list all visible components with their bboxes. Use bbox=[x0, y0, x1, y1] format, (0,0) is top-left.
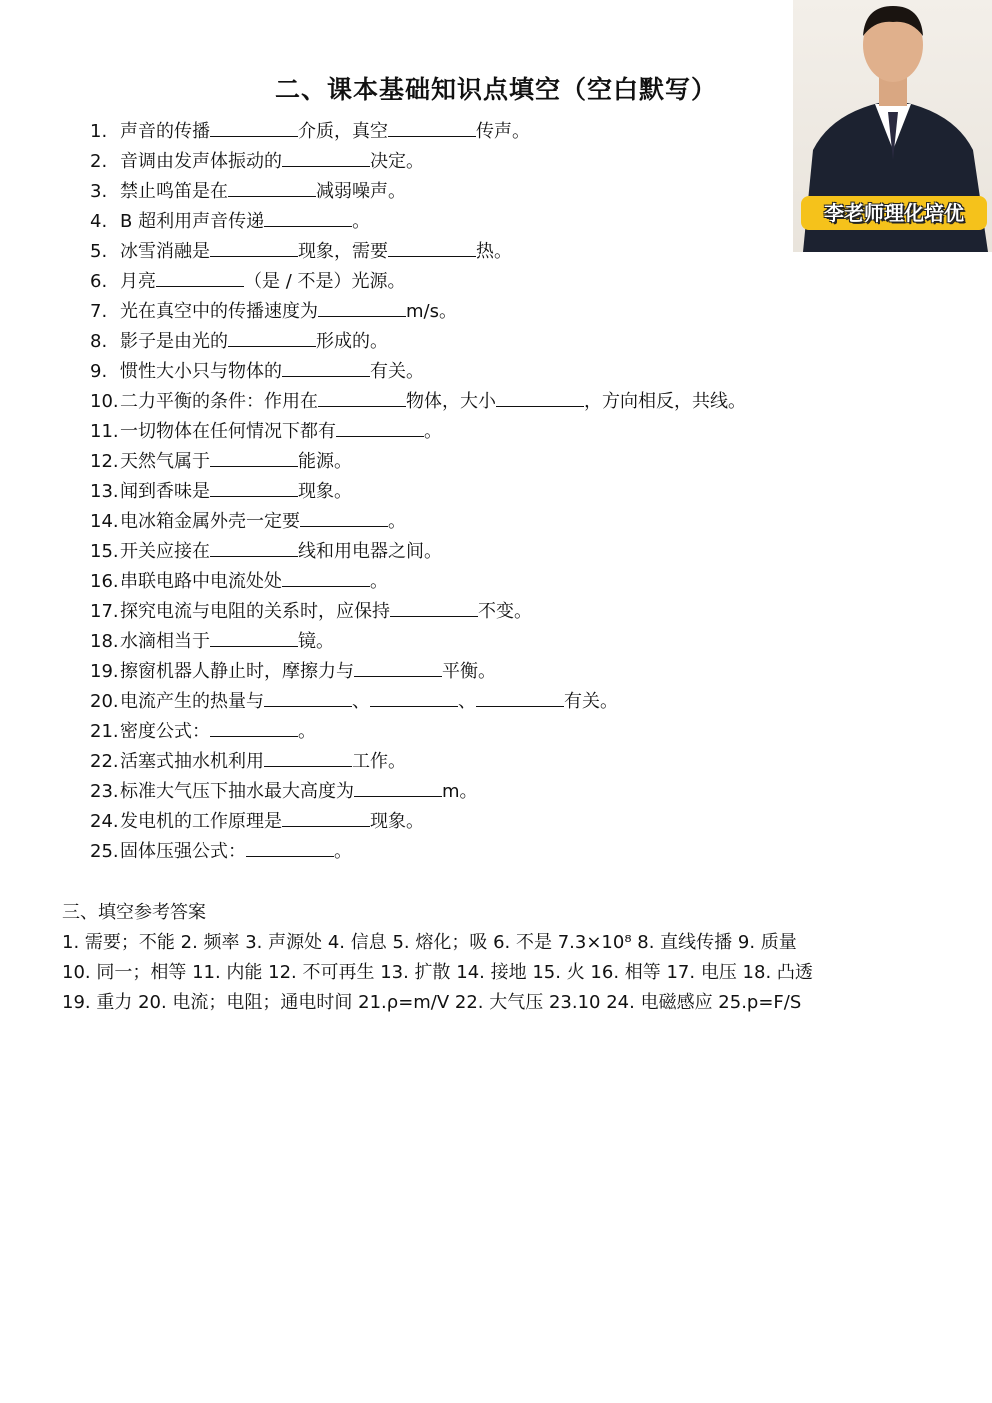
question-item bbox=[90, 268, 406, 294]
fill-blank bbox=[210, 478, 298, 497]
fill-blank bbox=[228, 328, 316, 347]
brand-badge: 李老师理化培优 bbox=[801, 196, 987, 230]
question-text: 音调由发声体振动的 bbox=[120, 151, 282, 172]
question-number: 11. bbox=[90, 421, 119, 442]
fill-blank bbox=[264, 208, 352, 227]
question-number: 12. bbox=[90, 451, 119, 472]
question-text: 电冰箱金属外壳一定要 bbox=[120, 511, 300, 532]
question-text: 。 bbox=[298, 721, 316, 742]
question-text: 现象，需要 bbox=[298, 241, 388, 262]
question-item bbox=[90, 688, 618, 714]
question-text: 串联电路中电流处处 bbox=[120, 571, 282, 592]
question-item bbox=[90, 658, 496, 684]
question-item bbox=[90, 328, 388, 354]
question-number: 10. bbox=[90, 391, 119, 412]
question-number: 23. bbox=[90, 781, 119, 802]
fill-blank bbox=[210, 448, 298, 467]
question-item bbox=[90, 568, 388, 594]
question-number: 5. bbox=[90, 241, 108, 262]
question-text: 现象。 bbox=[298, 481, 352, 502]
question-item bbox=[90, 238, 512, 264]
fill-blank bbox=[282, 358, 370, 377]
question-text: 冰雪消融是 bbox=[120, 241, 210, 262]
question-text: 减弱噪声。 bbox=[316, 181, 406, 202]
question-text: 声音的传播 bbox=[120, 121, 210, 142]
question-item bbox=[90, 418, 442, 444]
answer-line: 10. 同一；相等 11. 内能 12. 不可再生 13. 扩散 14. 接地 15. 火 16. 相等 17. 电压 18. 凸透 bbox=[62, 962, 813, 983]
fill-blank bbox=[388, 238, 476, 257]
answer-line: 19. 重力 20. 电流；电阻；通电时间 21.ρ=m/V 22. 大气压 23.10 24. 电磁感应 25.p=F/S bbox=[62, 992, 802, 1013]
question-text: 水滴相当于 bbox=[120, 631, 210, 652]
question-text: 。 bbox=[388, 511, 406, 532]
question-item bbox=[90, 478, 352, 504]
fill-blank bbox=[354, 658, 442, 677]
question-item bbox=[90, 448, 352, 474]
question-item bbox=[90, 598, 532, 624]
question-text: 活塞式抽水机利用 bbox=[120, 751, 264, 772]
question-text: 月亮 bbox=[120, 271, 156, 292]
fill-blank bbox=[336, 418, 424, 437]
page-title: 二、课本基础知识点填空（空白默写） bbox=[274, 75, 717, 104]
question-text: 光在真空中的传播速度为 bbox=[120, 301, 318, 322]
question-text: 有关。 bbox=[370, 361, 424, 382]
question-number: 24. bbox=[90, 811, 119, 832]
question-text: 天然气属于 bbox=[120, 451, 210, 472]
question-item bbox=[90, 838, 352, 864]
question-text: 现象。 bbox=[370, 811, 424, 832]
fill-blank bbox=[264, 748, 352, 767]
question-number: 19. bbox=[90, 661, 119, 682]
question-text: 。 bbox=[370, 571, 388, 592]
question-number: 8. bbox=[90, 331, 108, 352]
question-text: 影子是由光的 bbox=[120, 331, 228, 352]
question-text: 热。 bbox=[476, 241, 512, 262]
question-text: 开关应接在 bbox=[120, 541, 210, 562]
fill-blank bbox=[282, 568, 370, 587]
question-item bbox=[90, 748, 406, 774]
question-text: 工作。 bbox=[352, 751, 406, 772]
question-text: m/s。 bbox=[406, 301, 457, 322]
question-number: 9. bbox=[90, 361, 108, 382]
question-text: 传声。 bbox=[476, 121, 530, 142]
question-item bbox=[90, 148, 424, 174]
question-text: 有关。 bbox=[564, 691, 618, 712]
question-text: 。 bbox=[424, 421, 442, 442]
question-text: 密度公式： bbox=[120, 721, 210, 742]
question-number: 14. bbox=[90, 511, 119, 532]
question-text: 二力平衡的条件：作用在 bbox=[120, 391, 318, 412]
fill-blank bbox=[210, 628, 298, 647]
question-text: 擦窗机器人静止时，摩擦力与 bbox=[120, 661, 354, 682]
question-item bbox=[90, 178, 406, 204]
question-text: 形成的。 bbox=[316, 331, 388, 352]
question-number: 22. bbox=[90, 751, 119, 772]
fill-blank bbox=[210, 718, 298, 737]
fill-blank bbox=[228, 178, 316, 197]
question-text: 、 bbox=[352, 691, 370, 712]
fill-blank bbox=[388, 118, 476, 137]
fill-blank bbox=[210, 538, 298, 557]
question-number: 25. bbox=[90, 841, 119, 862]
question-text: 物体，大小 bbox=[406, 391, 496, 412]
question-text: 决定。 bbox=[370, 151, 424, 172]
question-text: 探究电流与电阻的关系时，应保持 bbox=[120, 601, 390, 622]
question-item bbox=[90, 298, 457, 324]
question-item bbox=[90, 718, 316, 744]
question-text: 介质，真空 bbox=[298, 121, 388, 142]
question-text: 能源。 bbox=[298, 451, 352, 472]
question-item bbox=[90, 508, 406, 534]
question-item bbox=[90, 208, 370, 234]
question-item bbox=[90, 808, 424, 834]
fill-blank bbox=[210, 118, 298, 137]
question-text: （是 / 不是）光源。 bbox=[244, 271, 406, 292]
question-number: 4. bbox=[90, 211, 108, 232]
question-text: 电流产生的热量与 bbox=[120, 691, 264, 712]
question-number: 21. bbox=[90, 721, 119, 742]
question-text: 一切物体在任何情况下都有 bbox=[120, 421, 336, 442]
fill-blank bbox=[390, 598, 478, 617]
question-text: 发电机的工作原理是 bbox=[120, 811, 282, 832]
question-item bbox=[90, 628, 334, 654]
question-number: 3. bbox=[90, 181, 108, 202]
question-number: 13. bbox=[90, 481, 119, 502]
answers-heading: 三、填空参考答案 bbox=[62, 902, 206, 923]
question-number: 17. bbox=[90, 601, 119, 622]
question-text: 不变。 bbox=[478, 601, 532, 622]
question-number: 18. bbox=[90, 631, 119, 652]
question-text: 。 bbox=[352, 211, 371, 232]
question-number: 2. bbox=[90, 151, 108, 172]
question-item bbox=[90, 388, 746, 414]
question-text: 固体压强公式： bbox=[120, 841, 246, 862]
fill-blank bbox=[476, 688, 564, 707]
fill-blank bbox=[246, 838, 334, 857]
question-item bbox=[90, 118, 530, 144]
question-number: 1. bbox=[90, 121, 108, 142]
question-text: 惯性大小只与物体的 bbox=[120, 361, 282, 382]
teacher-photo bbox=[793, 0, 992, 252]
question-text: 线和用电器之间。 bbox=[298, 541, 442, 562]
question-text: 镜。 bbox=[298, 631, 334, 652]
question-text: ，方向相反，共线。 bbox=[584, 391, 746, 412]
fill-blank bbox=[318, 298, 406, 317]
question-number: 6. bbox=[90, 271, 108, 292]
question-number: 7. bbox=[90, 301, 108, 322]
question-text: m。 bbox=[442, 781, 478, 802]
question-text: 标准大气压下抽水最大高度为 bbox=[120, 781, 354, 802]
fill-blank bbox=[156, 268, 244, 287]
question-text: 禁止鸣笛是在 bbox=[120, 181, 228, 202]
question-text: 平衡。 bbox=[442, 661, 496, 682]
question-text: 、 bbox=[458, 691, 476, 712]
fill-blank bbox=[300, 508, 388, 527]
question-number: 20. bbox=[90, 691, 119, 712]
fill-blank bbox=[318, 388, 406, 407]
question-item bbox=[90, 538, 442, 564]
question-text: 闻到香味是 bbox=[120, 481, 210, 502]
fill-blank bbox=[370, 688, 458, 707]
question-item bbox=[90, 778, 478, 804]
question-text: 。 bbox=[334, 841, 352, 862]
fill-blank bbox=[496, 388, 584, 407]
fill-blank bbox=[264, 688, 352, 707]
fill-blank bbox=[210, 238, 298, 257]
question-item bbox=[90, 358, 424, 384]
question-number: 16. bbox=[90, 571, 119, 592]
answer-line: 1. 需要；不能 2. 频率 3. 声源处 4. 信息 5. 熔化；吸 6. 不是 7.3×10⁸ 8. 直线传播 9. 质量 bbox=[62, 932, 797, 953]
question-text: B 超利用声音传递 bbox=[120, 211, 265, 232]
fill-blank bbox=[354, 778, 442, 797]
fill-blank bbox=[282, 808, 370, 827]
question-number: 15. bbox=[90, 541, 119, 562]
fill-blank bbox=[282, 148, 370, 167]
